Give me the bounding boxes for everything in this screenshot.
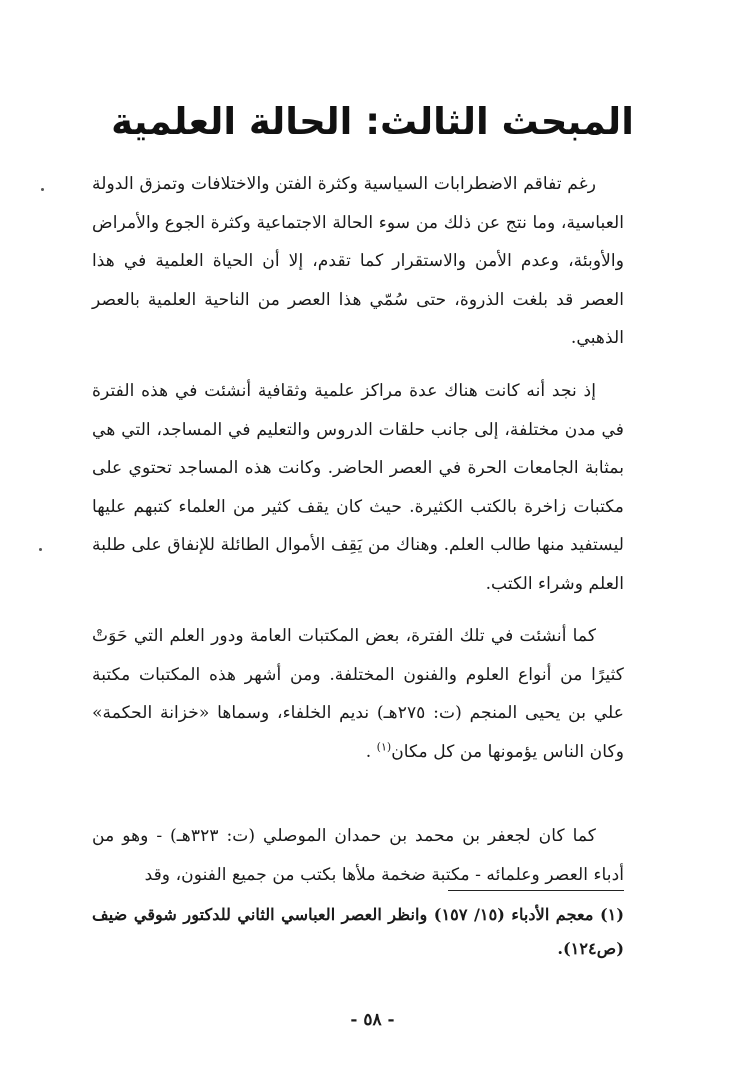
section-heading: المبحث الثالث: الحالة العلمية bbox=[111, 100, 634, 143]
footnote-text: (١) معجم الأدباء (١٥/ ١٥٧) وانظر العصر العباسي الثاني للدكتور شوقي ضيف (ص١٢٤). bbox=[92, 905, 624, 958]
paragraph-2-text: إذ نجد أنه كانت هناك عدة مراكز علمية وثقافية أنشئت في هذه الفترة في مدن مختلفة، إلى جانب حلقات الدروس والتعليم في المساجد، التي هي بمثابة الجامعات الحرة في العصر الحاضر. وكانت هذه المساجد تحتوي على مكتبات زاخرة بالكتب الكثيرة. حيث كان يقف كثير من العلماء كتبهم عليها ليستفيد منها طالب العلم. وهناك من يَقِف الأموال الطائلة للإنفاق على طلبة العلم وشراء الكتب. bbox=[92, 381, 624, 594]
scan-speck bbox=[41, 188, 44, 191]
page-number: - ٥٨ - bbox=[350, 1010, 395, 1030]
footnote-divider bbox=[448, 890, 624, 891]
scan-speck bbox=[39, 548, 42, 551]
paragraph-1-text: رغم تفاقم الاضطرابات السياسية وكثرة الفتن والاختلافات وتمزق الدولة العباسية، وما نتج عن ذلك من سوء الحالة الاجتماعية وكثرة الجوع والأمراض والأوبئة، وعدم الأمن والاستقرار كما تقدم، إلا أن الحياة العلمية في هذا العصر قد بلغت الذروة، حتى سُمّي هذا العصر من الناحية العلمية بالعصر الذهبي. bbox=[92, 174, 624, 349]
paragraph-2 bbox=[92, 372, 624, 604]
paragraph-4 bbox=[92, 817, 624, 894]
paragraph-1 bbox=[92, 165, 624, 358]
paragraph-3-text: كما أنشئت في تلك الفترة، بعض المكتبات العامة ودور العلم التي حَوَتْ كثيرًا من أنواع العلوم والفنون المختلفة. ومن أشهر هذه المكتبات مكتبة علي بن يحيى المنجم (ت: ٢٧٥هـ) نديم الخلفاء، وسماها «خزانة الحكمة» وكان الناس يؤمونها من كل مكان bbox=[92, 626, 624, 762]
paragraph-4-text: كما كان لجعفر بن محمد بن حمدان الموصلي (ت: ٣٢٣هـ) - وهو من أدباء العصر وعلمائه - مكتبة ضخمة ملأها بكتب من جميع الفنون، وقد bbox=[92, 826, 624, 885]
paragraph-3-container: كما أنشئت في تلك الفترة، بعض المكتبات العامة ودور العلم التي حَوَتْ كثيرًا من أنواع العلوم والفنون المختلفة. ومن أشهر هذه المكتبات مكتبة علي بن يحيى المنجم (ت: ٢٧٥هـ) نديم الخلفاء، وسماها «خزانة الحكمة» وكان الناس يؤمونها من كل مكان$^{(١)}$ . bbox=[92, 626, 624, 762]
footnote bbox=[92, 898, 624, 966]
footnote-reference[interactable]: (١) bbox=[376, 740, 392, 754]
paragraph-3 bbox=[92, 617, 624, 771]
